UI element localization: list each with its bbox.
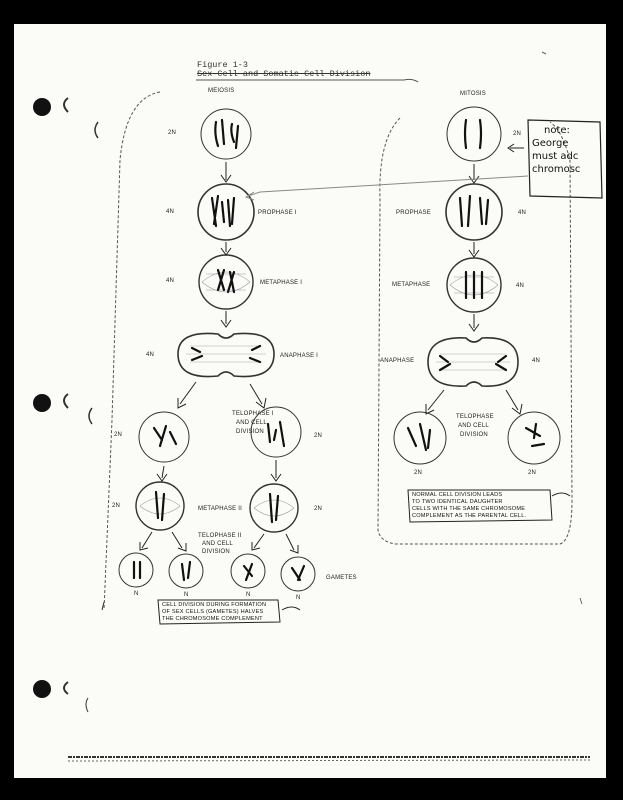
ploidy-label: 4N (516, 283, 525, 289)
hole-mark (64, 682, 68, 694)
figure-title: Sex-Cell and Somatic Cell Division (197, 69, 371, 79)
stage-label: ANAPHASE I (280, 353, 319, 359)
ploidy-label: 2N (112, 503, 121, 509)
handwritten-note: note: George must adc chromosc (532, 125, 581, 175)
mitosis-daughter-left (394, 412, 446, 464)
ploidy-label: 2N (114, 432, 123, 438)
pen-mark (89, 408, 92, 424)
binder-hole-top (33, 98, 51, 116)
meiosis-caption: CELL DIVISION DURING FORMATION OF SEX CELLS (GAMETES) HALVES THE CHROMOSOME COMPLEMENT (162, 602, 267, 622)
mitosis-caption: NORMAL CELL DIVISION LEADS TO TWO IDENTICAL DAUGHTER CELLS WITH THE SAME CHROMOSOME COMPLEMENT AS THE PARENTAL CELL. (412, 492, 527, 519)
ploidy-label: 4N (146, 352, 155, 358)
ploidy-label: 2N (314, 506, 323, 512)
ploidy-label: 2N (314, 433, 323, 439)
stage-label: TELOPHASE I (232, 411, 274, 417)
gamete-cell (119, 553, 153, 587)
stage-label: AND CELL (202, 541, 233, 547)
ploidy-label: 4N (166, 209, 175, 215)
pen-mark (95, 122, 98, 138)
stage-label: METAPHASE I (260, 280, 303, 286)
pen-mark (86, 698, 88, 712)
stage-label: DIVISION (202, 549, 230, 555)
stage-label: DIVISION (460, 432, 488, 438)
meiosis-cell-2n (201, 109, 251, 159)
binder-hole-middle (33, 394, 51, 412)
meiosis-heading: MEIOSIS (208, 88, 235, 94)
figure-number: Figure 1-3 (197, 60, 249, 70)
stage-label: AND CELL (236, 420, 267, 426)
stage-label: ANAPHASE (380, 358, 415, 364)
stage-label: DIVISION (236, 429, 264, 435)
gamete-cell (281, 557, 315, 591)
hole-mark (64, 98, 68, 112)
ploidy-label: 2N (168, 130, 177, 136)
ploidy-label: N (296, 595, 301, 601)
gametes-label: GAMETES (326, 575, 357, 581)
telophase-cell-left (139, 412, 189, 462)
ploidy-label: 2N (414, 470, 423, 476)
hole-mark (64, 394, 68, 408)
meiosis-prophase-cell (198, 184, 254, 240)
mitosis-cell-2n (447, 107, 501, 161)
title-underline (196, 79, 418, 82)
mitosis-heading: MITOSIS (460, 91, 486, 97)
ploidy-label: N (246, 592, 251, 598)
ploidy-label: 2N (513, 131, 522, 137)
binder-hole-bottom (33, 680, 51, 698)
ploidy-label: 4N (518, 210, 527, 216)
stage-label: PROPHASE I (258, 210, 297, 216)
metaphase2-cell-right (250, 484, 298, 532)
ploidy-label: N (184, 592, 189, 598)
stage-label: AND CELL (458, 423, 489, 429)
stage-label: PROPHASE (396, 210, 431, 216)
stage-label: METAPHASE (392, 282, 431, 288)
ploidy-label: 4N (166, 278, 175, 284)
stage-label: METAPHASE II (198, 506, 242, 512)
meiosis-anaphase-cell (178, 333, 274, 376)
metaphase2-cell-left (136, 482, 184, 530)
stage-label: TELOPHASE II (198, 533, 242, 539)
gamete-cell (169, 554, 203, 588)
ploidy-label: 2N (528, 470, 537, 476)
stage-label: TELOPHASE (456, 414, 494, 420)
page-bottom-line (68, 760, 590, 761)
meiosis-metaphase-cell (199, 255, 253, 309)
ploidy-label: 4N (532, 358, 541, 364)
ploidy-label: N (134, 591, 139, 597)
mitosis-prophase-cell (446, 184, 502, 240)
